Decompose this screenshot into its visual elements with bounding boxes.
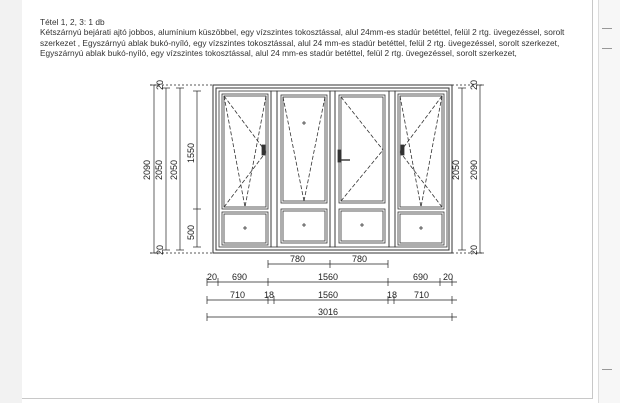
dim-right-top: 20 — [469, 79, 479, 90]
dim-row1-a: 20 — [207, 272, 218, 282]
right-window — [395, 91, 447, 247]
dim-row2-c: 1560 — [318, 290, 339, 300]
dim-row2-a: 710 — [230, 290, 246, 300]
dim-row1-d: 690 — [413, 272, 429, 282]
dim-right-outer: 2090 — [469, 159, 479, 180]
door-leaf-left — [277, 91, 330, 247]
dim-door-right: 780 — [352, 254, 368, 264]
dim-total: 3016 — [318, 307, 339, 317]
left-window — [219, 91, 271, 247]
dim-row2-d: 18 — [387, 290, 398, 300]
door-leaf-right — [335, 91, 389, 247]
dim-row2-e: 710 — [414, 290, 430, 300]
outer-frame — [213, 85, 452, 253]
dim-door-left: 780 — [290, 254, 306, 264]
dim-left-upper: 1550 — [186, 142, 196, 163]
item-heading: Tétel 1, 2, 3: 1 db — [40, 17, 105, 27]
description-line: szerkezet , Egyszárnyú ablak bukó-nyíló, egy vízszintes tokosztással, alul 24 mm-es stadúr betéttel, felül 2 rtg. üvegezéssel, sorolt szerkezet, — [40, 37, 560, 48]
dim-left-mid-b: 2050 — [169, 159, 179, 180]
dim-left-mid-a: 2050 — [154, 159, 164, 180]
dim-left-outer: 2090 — [142, 159, 152, 180]
dim-row1-c: 1560 — [318, 272, 339, 282]
description-line: Egyszárnyú ablak bukó-nyíló, egy vízszintes tokosztással, alul 24 mm-es stadúr betéttel, felül 2 rtg. üvegezéssel, sorolt szerkezet, — [40, 47, 517, 58]
dim-left-lower: 500 — [186, 224, 196, 240]
dim-right-bottom: 20 — [469, 244, 479, 255]
description-line: Kétszárnyú bejárati ajtó jobbos, alumínium küszöbbel, egy vízszintes tokosztással, alul 24mm-es stadúr betéttel, felül 2 rtg. üvegezéssel, sorolt — [40, 27, 565, 38]
dim-row2-b: 18 — [264, 290, 275, 300]
mullions — [271, 91, 395, 247]
dim-row1-b: 690 — [232, 272, 248, 282]
dim-left-top: 20 — [155, 79, 165, 90]
dim-right-mid: 2050 — [451, 159, 461, 180]
dim-row1-e: 20 — [443, 272, 454, 282]
dim-left-bottom: 20 — [155, 244, 165, 255]
